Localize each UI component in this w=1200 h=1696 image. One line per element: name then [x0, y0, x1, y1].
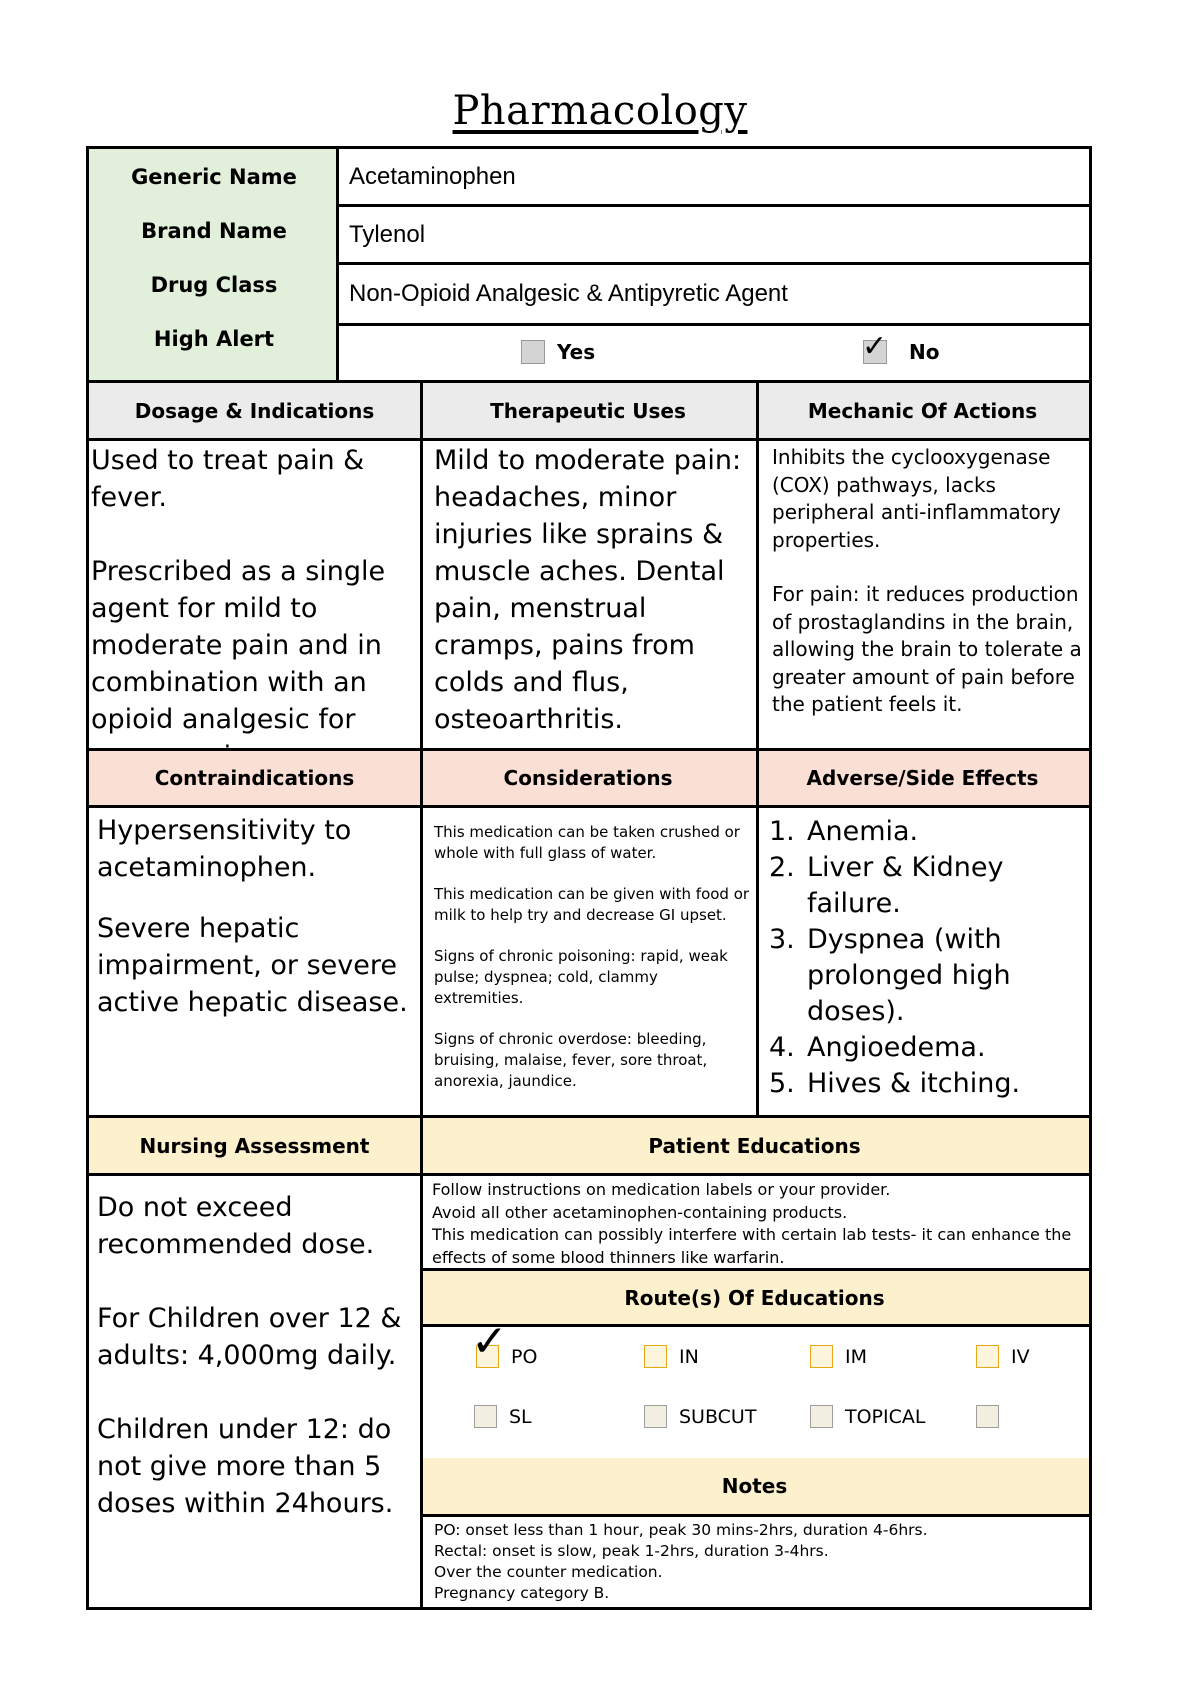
nursing-content [97, 1189, 415, 1522]
route-sl-label: SL [509, 1405, 532, 1428]
brand-name-label: Brand Name [141, 219, 287, 243]
checkmark-icon: ✓ [862, 329, 888, 364]
notes-line-1: PO: onset less than 1 hour, peak 30 mins-2hrs, duration 4-6hrs. [434, 1521, 928, 1539]
drug-class-field[interactable]: Non-Opioid Analgesic & Antipyretic Agent [339, 265, 1089, 326]
route-im[interactable] [810, 1345, 867, 1368]
nursing-text-3: Children under 12: do not give more than 5 doses within 24hours. [97, 1414, 394, 1519]
dosage-text-1: Used to treat pain & fever. [91, 445, 365, 513]
page-title: Pharmacology [452, 88, 748, 134]
column-divider-1 [420, 380, 423, 1610]
nursing-text-1: Do not exceed recommended dose. [97, 1192, 375, 1260]
route-iv-label: IV [1011, 1345, 1030, 1368]
route-in-label: IN [679, 1345, 699, 1368]
nursing-assessment-header: Nursing Assessment [89, 1115, 420, 1176]
nursing-text-2: For Children over 12 & adults: 4,000mg daily. [97, 1303, 402, 1371]
notes-line-4: Pregnancy category B. [434, 1584, 610, 1602]
route-im-label: IM [845, 1345, 867, 1368]
route-im-checkbox[interactable] [810, 1345, 833, 1368]
route-sl-checkbox[interactable] [474, 1405, 497, 1428]
education-content [432, 1179, 1082, 1269]
dosage-header: Dosage & Indications [89, 380, 420, 441]
list-item: 5. Hives & itching. [769, 1068, 1021, 1099]
consider-text-2: This medication can be given with food or milk to help try and decrease GI upset. [434, 885, 750, 924]
route-other[interactable] [976, 1405, 1011, 1428]
uses-header: Therapeutic Uses [420, 380, 756, 441]
adverse-list [769, 814, 1079, 1102]
route-iv[interactable] [976, 1345, 1030, 1368]
high-alert-options [339, 326, 1089, 383]
alert-yes-option[interactable] [521, 340, 595, 364]
list-item: 1. Anemia. [769, 816, 919, 847]
route-subcut[interactable] [644, 1405, 756, 1428]
route-topical-label: TOPICAL [845, 1405, 926, 1428]
label-column [89, 149, 339, 383]
uses-content: Mild to moderate pain: headaches, minor injuries like sprains & muscle aches. Dental pain, menstrual cramps, pains from colds and flus, osteoarthritis. [434, 445, 742, 735]
list-item: 4. Angioedema. [769, 1032, 986, 1063]
education-divider [420, 1268, 1089, 1271]
route-topical[interactable] [810, 1405, 925, 1428]
route-topical-checkbox[interactable] [810, 1405, 833, 1428]
checkmark-icon: ✓ [471, 1316, 508, 1367]
moa-text-2: For pain: it reduces production of prostaglandins in the brain, allowing the brain to tolerate a greater amount of pain before the patient feels it. [772, 582, 1082, 716]
route-in-checkbox[interactable] [644, 1345, 667, 1368]
dosage-text-2: Prescribed as a single agent for mild to moderate pain and in combination with an opioid analgesic for [91, 556, 386, 735]
moa-header: Mechanic Of Actions [756, 380, 1089, 441]
alert-yes-checkbox[interactable] [521, 340, 545, 364]
routes-header: Route(s) Of Educations [420, 1268, 1089, 1327]
consider-text-3: Signs of chronic poisoning: rapid, weak pulse; dyspnea; cold, clammy extremities. [434, 947, 728, 1007]
drug-card [86, 146, 1092, 1610]
route-po-checkbox[interactable] [471, 1316, 508, 1368]
route-other-checkbox[interactable] [976, 1405, 999, 1428]
adverse-header: Adverse/Side Effects [756, 748, 1089, 808]
route-po-label: PO [511, 1345, 538, 1368]
brand-name-field[interactable]: Tylenol [339, 207, 1089, 265]
alert-yes-label: Yes [557, 340, 596, 364]
education-line-2: Avoid all other acetaminophen-containing products. [432, 1202, 848, 1222]
high-alert-label: High Alert [153, 327, 275, 351]
list-item: 2. Liver & Kidney failure. [769, 852, 1004, 919]
route-sl[interactable] [474, 1405, 532, 1428]
generic-name-label: Generic Name [131, 165, 297, 189]
notes-line-2: Rectal: onset is slow, peak 1-2hrs, duration 3-4hrs. [434, 1542, 829, 1560]
considerations-header: Considerations [420, 748, 756, 808]
route-subcut-checkbox[interactable] [644, 1405, 667, 1428]
contra-text-2: Severe hepatic impairment, or severe active hepatic disease. [97, 913, 408, 1018]
adverse-content [769, 814, 1079, 1102]
alert-no-checkbox[interactable] [862, 329, 888, 364]
moa-content [772, 444, 1082, 719]
contraindications-header: Contraindications [89, 748, 420, 808]
patient-education-header: Patient Educations [420, 1115, 1089, 1176]
education-line-1: Follow instructions on medication labels or your provider. [432, 1180, 891, 1199]
route-po[interactable] [471, 1316, 538, 1368]
contra-text-1: Hypersensitivity to acetaminophen. [97, 815, 352, 883]
generic-name-field[interactable]: Acetaminophen [339, 149, 1089, 207]
notes-content [434, 1520, 1084, 1604]
notes-line-3: Over the counter medication. [434, 1563, 663, 1581]
consider-text-4: Signs of chronic overdose: bleeding, bruising, malaise, fever, sore throat, anorexia, jaundice. [434, 1030, 708, 1090]
drug-class-label: Drug Class [150, 273, 278, 297]
consider-text-1: This medication can be taken crushed or whole with full glass of water. [434, 823, 740, 862]
moa-text-1: Inhibits the cyclooxygenase (COX) pathways, lacks peripheral anti-inflammatory properties. [772, 445, 1061, 552]
dosage-content [91, 442, 421, 775]
list-item: 3. Dyspnea (with prolonged high doses). [769, 924, 1011, 1027]
route-in[interactable] [644, 1345, 699, 1368]
alert-no-label: No [909, 340, 940, 364]
column-divider-2 [756, 380, 759, 1118]
alert-no-option[interactable] [862, 329, 940, 364]
contraindications-content [97, 812, 415, 1021]
route-iv-checkbox[interactable] [976, 1345, 999, 1368]
education-line-3: This medication can possibly interfere with certain lab tests- it can enhance the effects of some blood thinners like warfarin. [432, 1225, 1072, 1267]
considerations-content [434, 822, 750, 1092]
route-subcut-label: SUBCUT [679, 1405, 757, 1428]
notes-header: Notes [420, 1458, 1089, 1517]
